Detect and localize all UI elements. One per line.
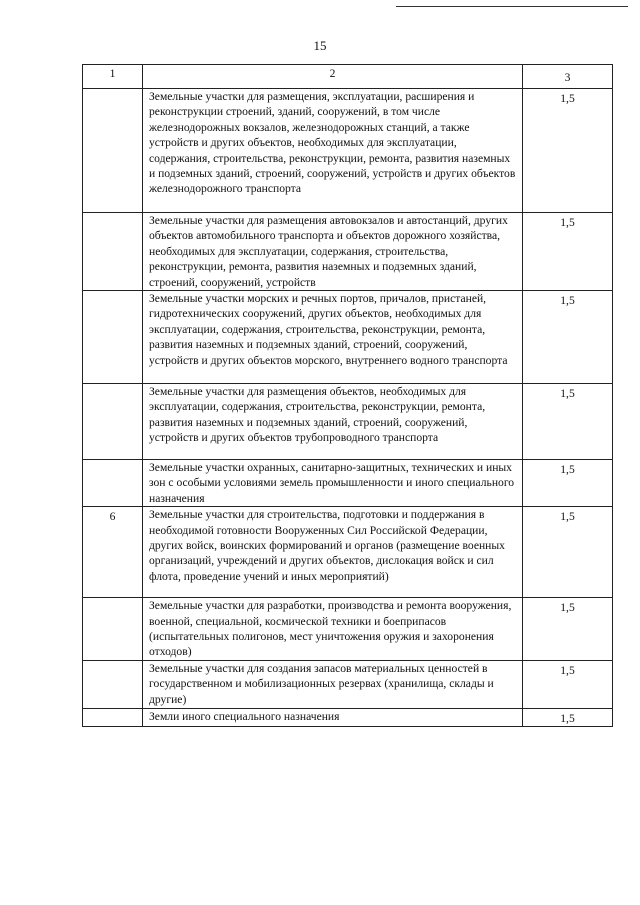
- table-row: [83, 89, 613, 213]
- row-coefficient: 1,5: [523, 598, 613, 661]
- row-number: [83, 89, 143, 213]
- row-description: Земельные участки охранных, санитарно-защитных, технических и иных зон с особыми условиями земель промышленности и иного специального назначения: [143, 460, 523, 507]
- page-number: 15: [313, 38, 327, 53]
- row-coefficient: 1,5: [523, 460, 613, 507]
- table-row: [83, 660, 613, 708]
- row-number: [83, 660, 143, 708]
- column-header-3: 3: [523, 65, 613, 89]
- row-coefficient: 1,5: [523, 213, 613, 291]
- row-number: [83, 598, 143, 661]
- table-row: [83, 507, 613, 598]
- row-coefficient: 1,5: [523, 507, 613, 598]
- table-row: [83, 598, 613, 661]
- row-coefficient: 1,5: [523, 660, 613, 708]
- row-coefficient: 1,5: [523, 89, 613, 213]
- land-category-table: [82, 64, 613, 727]
- row-number: [83, 460, 143, 507]
- column-header-2: 2: [143, 65, 523, 89]
- row-description: Земельные участки для размещения, эксплуатации, расширения и реконструкции строений, зданий, сооружений, в том числе железнодорожных вокзалов, железнодорожных станций, а также устройств и других объектов, необходимых для эксплуатации, содержания, строительства, реконструкции, ремонта, развития наземных и подземных зданий, строений, сооружений, устройств и других объектов железнодорожного транспорта: [143, 89, 523, 213]
- row-number: [83, 213, 143, 291]
- row-description: Земельные участки для размещения объектов, необходимых для эксплуатации, содержания, строительства, реконструкции, ремонта, развития наземных и подземных зданий, строений, сооружений, устройств и других объектов трубопроводного транспорта: [143, 384, 523, 460]
- column-header-1: 1: [83, 65, 143, 89]
- row-description: Земельные участки для создания запасов материальных ценностей в государственном и мобилизационных резервах (хранилища, склады и другие): [143, 660, 523, 708]
- row-description: Земельные участки морских и речных портов, причалов, пристаней, гидротехнических сооружений, других объектов, необходимых для эксплуатации, содержания, строительства, реконструкции, ремонта, развития наземных и подземных зданий, строений, сооружений, устройств и других объектов морского, внутреннего водного транспорта: [143, 291, 523, 384]
- row-description: Земельные участки для разработки, производства и ремонта вооружения, военной, специальной, космической техники и боеприпасов (испытательных полигонов, мест уничтожения оружия и захоронения отходов): [143, 598, 523, 661]
- table-row: [83, 213, 613, 291]
- row-coefficient: 1,5: [523, 291, 613, 384]
- row-description: Земельные участки для строительства, подготовки и поддержания в необходимой готовности Вооруженных Сил Российской Федерации, других войск, воинских формирований и органов (размещение военных организаций, учреждений и других объектов, дислокация войск и сил флота, проведение учений и иных мероприятий): [143, 507, 523, 598]
- header-rule: [396, 6, 628, 7]
- table-row: [83, 708, 613, 726]
- table-header-row: [83, 65, 613, 89]
- row-coefficient: 1,5: [523, 384, 613, 460]
- row-coefficient: 1,5: [523, 708, 613, 726]
- row-number: [83, 708, 143, 726]
- row-description: Земли иного специального назначения: [143, 708, 523, 726]
- table-row: [83, 460, 613, 507]
- table-row: [83, 384, 613, 460]
- table-row: [83, 291, 613, 384]
- row-number: [83, 384, 143, 460]
- row-number: 6: [83, 507, 143, 598]
- row-description: Земельные участки для размещения автовокзалов и автостанций, других объектов автомобильного транспорта и объектов дорожного хозяйства, необходимых для эксплуатации, содержания, строительства, реконструкции, ремонта, развития наземных и подземных зданий, строений, сооружений, устройств: [143, 213, 523, 291]
- row-number: [83, 291, 143, 384]
